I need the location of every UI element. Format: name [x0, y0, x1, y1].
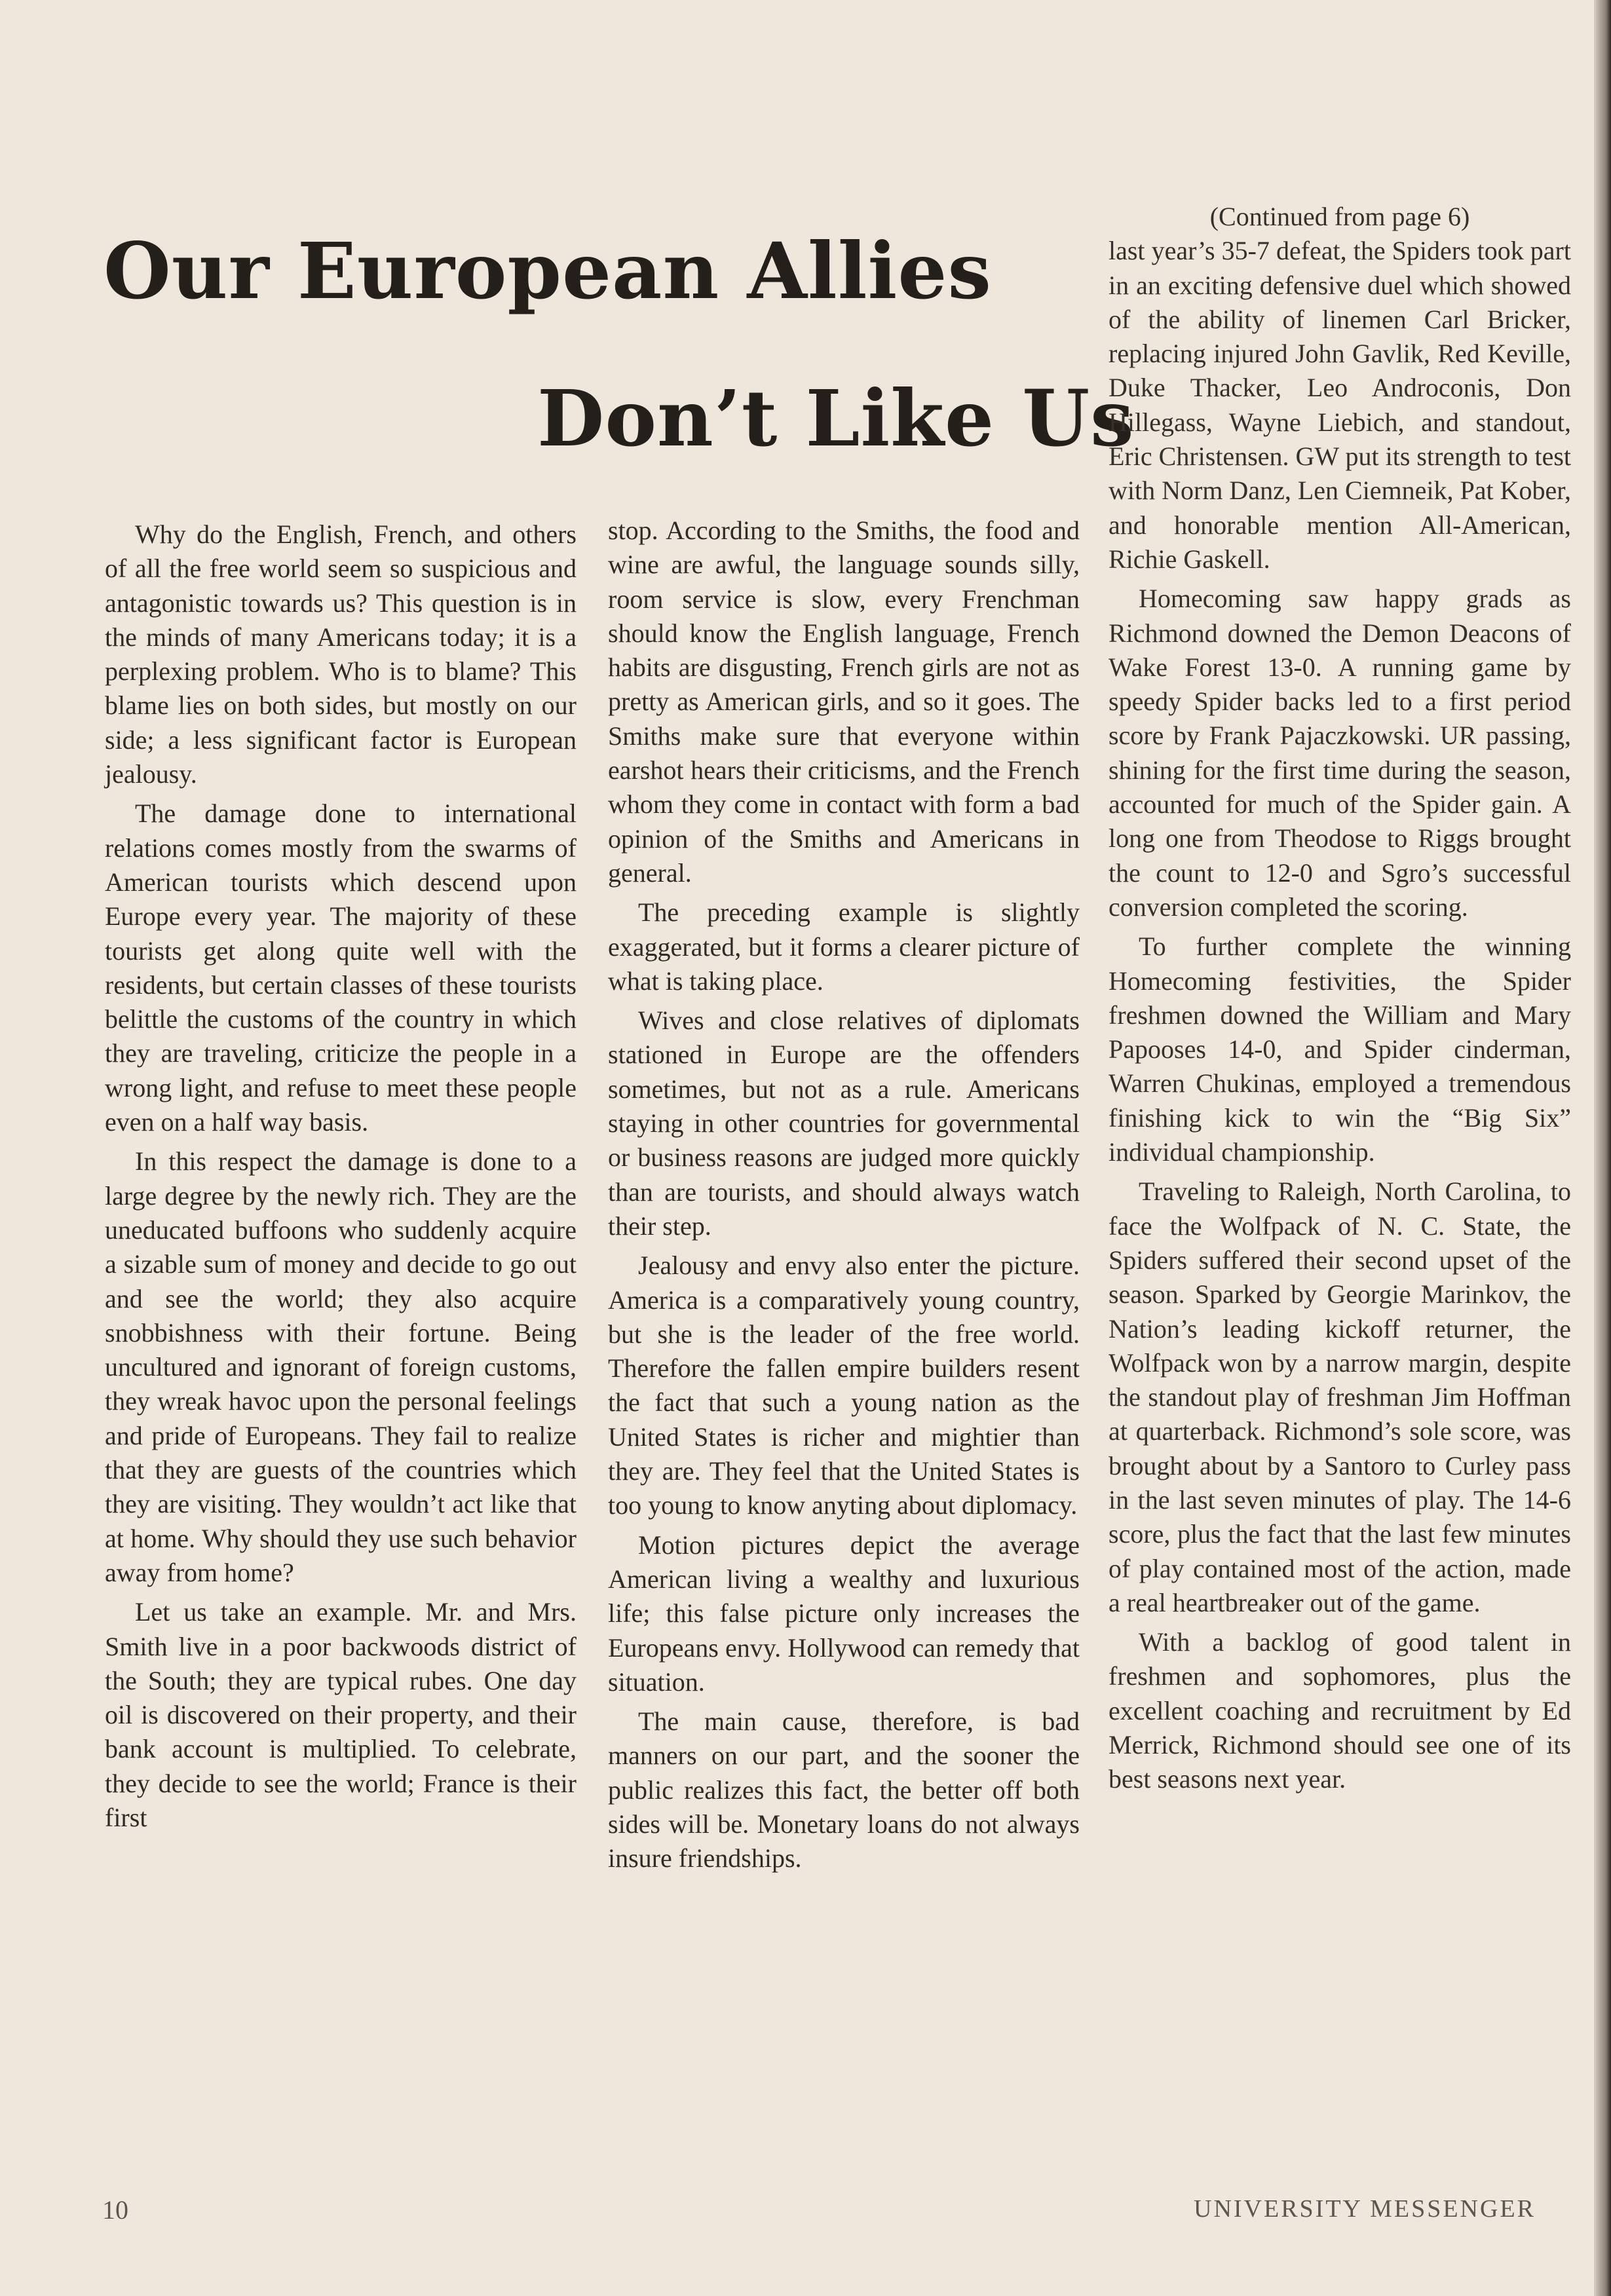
article-paragraph: Jealousy and envy also enter the picture. America is a comparatively young country, but she is the leader of the free world. Therefore the fallen empire builders resent the fact that such a young nation as the United States is richer and mightier than they are. They feel that the United States is too young to know anyting about diplomacy. [608, 1251, 1080, 1520]
article-paragraph: The main cause, therefore, is bad manners on our part, and the sooner the public realizes this fact, the better off both sides will be. Monetary loans do not always insure friendships. [608, 1706, 1080, 1873]
article-column-1 [105, 518, 577, 1840]
sports-paragraph: Homecoming saw happy grads as Richmond downed the Demon Deacons of Wake Forest 13-0. A running game by speedy Spider backs led to a first period score by Frank Pajaczkowski. UR passing, shining for the first time during the season, accounted for much of the Spider gain. A long one from Theodose to Riggs brought the count to 12-0 and Sgro’s successful conversion completed the scoring. [1109, 584, 1571, 922]
article-column-2 [608, 514, 1080, 1881]
sports-paragraph: With a backlog of good talent in freshmen and sophomores, plus the excellent coaching and recruitment by Ed Merrick, Richmond should see one of its best seasons next year. [1109, 1627, 1571, 1794]
continued-note: (Continued from page 6) [1209, 202, 1470, 231]
page-edge-shadow [1594, 0, 1611, 2296]
headline-line-1: Our European Allies [104, 225, 992, 316]
article-paragraph: Why do the English, French, and others of all the free world seem so suspicious and antagonistic towards us? This question is in the minds of many Americans today; it is a perplexing problem. Who is to blame? This blame lies on both sides, but mostly on our side; a less significant factor is European jealousy. [105, 519, 577, 789]
page-number: 10 [102, 2195, 128, 2225]
sports-paragraph: To further complete the winning Homecoming festivities, the Spider freshmen downed the William and Mary Papooses 14-0, and Spider cinderman, Warren Chukinas, employed a tremendous finishing kick to win the “Big Six” individual championship. [1109, 932, 1571, 1167]
headline-line-2: Don’t Like Us [537, 373, 1135, 464]
article-paragraph: Wives and close relatives of diplomats stationed in Europe are the offenders sometimes, but not as a rule. Americans staying in other countries for governmental or business reasons are judged more quickly than are tourists, and should always watch their step. [608, 1006, 1080, 1241]
sports-column [1109, 200, 1571, 1802]
article-paragraph: stop. According to the Smiths, the food and wine are awful, the language sounds silly, room service is slow, every Frenchman should know the English language, French habits are disgusting, French girls are not as pretty as American girls, and so it goes. The Smiths make sure that everyone within earshot hears their criticisms, and the French whom they come in contact with form a bad opinion of the Smiths and Americans in general. [608, 516, 1080, 888]
article-paragraph: Let us take an example. Mr. and Mrs. Smith live in a poor backwoods district of the South; they are typical rubes. One day oil is discovered on their property, and their bank account is multiplied. To celebrate, they decide to see the world; France is their first [105, 1597, 577, 1832]
article-paragraph: The damage done to international relations comes mostly from the swarms of American tourists which descend upon Europe every year. The majority of these tourists get along quite well with the residents, but certain classes of these tourists belittle the customs of the country in which they are traveling, criticize the people in a wrong light, and refuse to meet these people even on a half way basis. [105, 799, 577, 1137]
article-paragraph: Motion pictures depict the average American living a wealthy and luxurious life; this false picture only increases the Europeans envy. Hollywood can remedy that situation. [608, 1530, 1080, 1697]
article-paragraph: In this respect the damage is done to a large degree by the newly rich. They are the uneducated buffoons who suddenly acquire a sizable sum of money and decide to go out and see the world; they also acquire snobbishness with their fortune. Being uncultured and ignorant of foreign customs, they wreak havoc upon the personal feelings and pride of Europeans. They fail to realize that they are guests of the countries which they are visiting. They wouldn’t act like that at home. Why should they use such behavior away from home? [105, 1146, 577, 1587]
sports-paragraph: last year’s 35-7 defeat, the Spiders took part in an exciting defensive duel which showed of the ability of linemen Carl Bricker, replacing injured John Gavlik, Red Keville, Duke Thacker, Leo Androconis, Don Hillegass, Wayne Liebich, and standout, Eric Christensen. GW put its strength to test with Norm Danz, Len Ciemneik, Pat Kober, and honorable mention All-American, Richie Gaskell. [1109, 236, 1572, 574]
sports-paragraph: Traveling to Raleigh, North Carolina, to face the Wolfpack of N. C. State, the Spiders suffered their second upset of the season. Sparked by Georgie Marinkov, the Nation’s leading kickoff returner, the Wolfpack won by a narrow margin, despite the standout play of freshman Jim Hoffman at quarterback. Richmond’s sole score, was brought about by a Santoro to Curley pass in the last seven minutes of play. The 14-6 score, plus the fact that the last few minutes of play contained most of the action, made a real heartbreaker out of the game. [1109, 1176, 1571, 1617]
article-paragraph: The preceding example is slightly exaggerated, but it forms a clearer picture of what is taking place. [608, 897, 1080, 996]
magazine-name: UNIVERSITY MESSENGER [1194, 2195, 1536, 2223]
